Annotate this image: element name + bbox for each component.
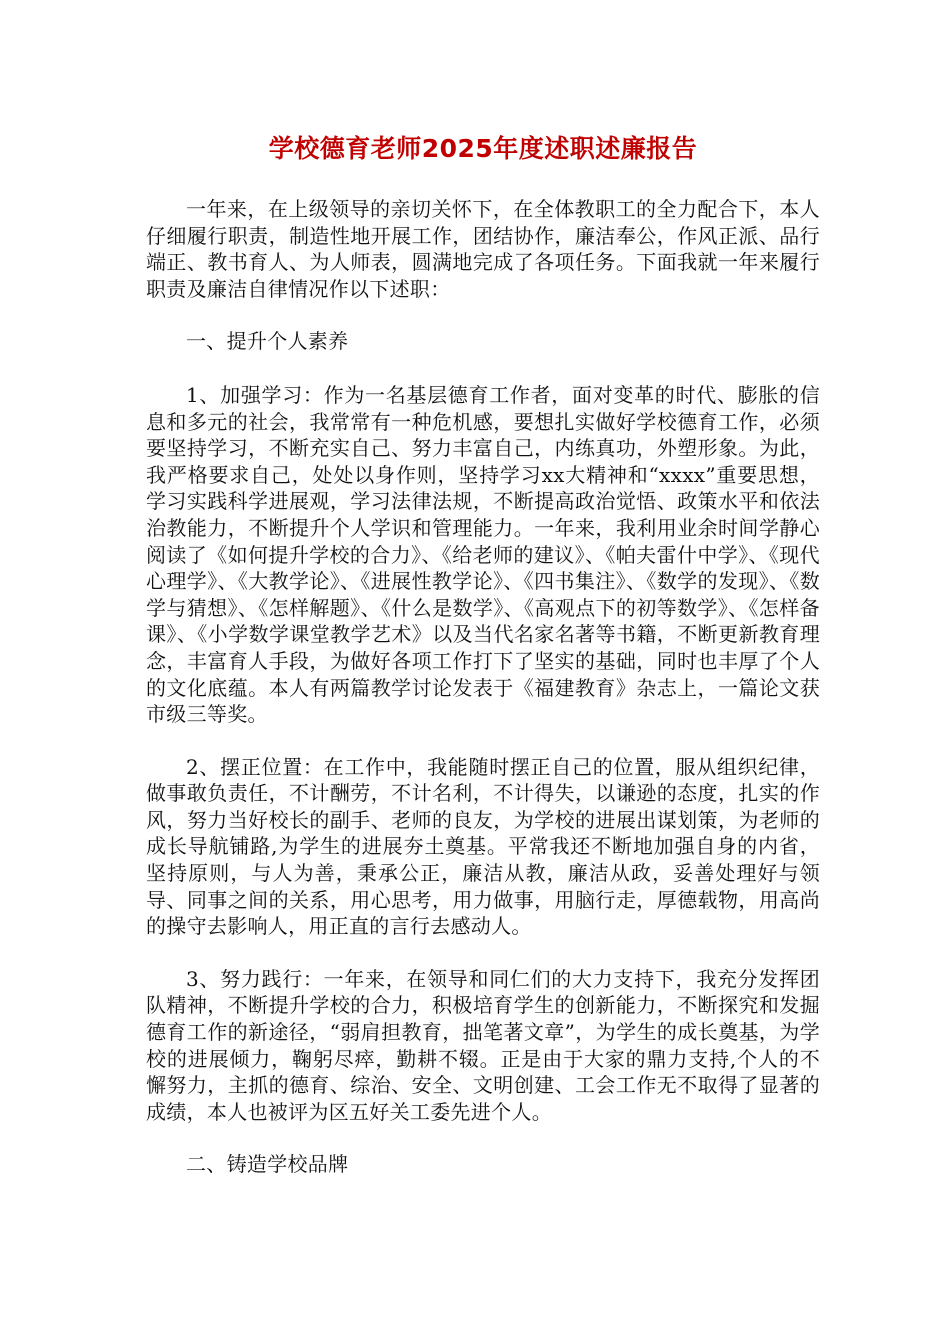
document-title: 学校德育老师2025年度述职述廉报告 xyxy=(268,134,698,163)
paragraph-item-1: 1、加强学习：作为一名基层德育工作者，面对变革的时代、膨胀的信息和多元的社会，我常常有一种危机感，要想扎实做好学校德育工作，必须要坚持学习，不断充实自己、努力丰富自己，内练真功，外塑形象。为此，我严格要求自己，处处以身作则，坚持学习xx大精神和“xxxx”重要思想，学习实践科学进展观，学习法律法规，不断提高政治觉悟、政策水平和依法治教能力，不断提升个人学识和管理能力。一年来，我利用业余时间学静心阅读了《如何提升学校的合力》、《给老师的建议》、《帕夫雷什中学》、《现代心理学》、《大教学论》、《进展性教学论》、《四书集注》、《数学的发现》、《数学与猜想》、《怎样解题》、《什么是数学》、《高观点下的初等数学》、《怎样备课》、《小学数学课堂教学艺术》以及当代名家名著等书籍，不断更新教育理念，丰富育人手段，为做好各项工作打下了坚实的基础，同时也丰厚了个人的文化底蕴。本人有两篇教学讨论发表于《福建教育》杂志上，一篇论文获市级三等奖。 xyxy=(146,382,820,727)
paragraph-item-2: 2、摆正位置：在工作中，我能随时摆正自己的位置，服从组织纪律，做事敢负责任，不计酬劳，不计名利，不计得失，以谦逊的态度，扎实的作风，努力当好校长的副手、老师的良友，为学校的进展出谋划策，为老师的成长导航铺路,为学生的进展夯土奠基。平常我还不断地加强自身的内省，坚持原则，与人为善，秉承公正，廉洁从教，廉洁从政，妥善处理好与领导、同事之间的关系，用心思考，用力做事，用脑行走，厚德载物，用高尚的操守去影响人，用正直的言行去感动人。 xyxy=(146,754,820,939)
intro-paragraph: 一年来，在上级领导的亲切关怀下，在全体教职工的全力配合下，本人仔细履行职责，制造性地开展工作，团结协作，廉洁奉公，作风正派、品行端正、教书育人、为人师表，圆满地完成了各项任务。下面我就一年来履行职责及廉洁自律情况作以下述职： xyxy=(146,197,820,301)
paragraph-item-3: 3、努力践行：一年来，在领导和同仁们的大力支持下，我充分发挥团队精神，不断提升学校的合力，积极培育学生的创新能力，不断探究和发掘德育工作的新途径，“弱肩担教育，拙笔著文章”，为学生的成长奠基，为学校的进展倾力，鞠躬尽瘁，勤耕不辍。正是由于大家的鼎力支持,个人的不懈努力，主抓的德育、综治、安全、文明创建、工会工作无不取得了显著的成绩，本人也被评为区五好关工委先进个人。 xyxy=(146,966,820,1124)
section-heading-1: 一、提升个人素养 xyxy=(186,329,349,354)
section-heading-2: 二、铸造学校品牌 xyxy=(186,1152,349,1177)
